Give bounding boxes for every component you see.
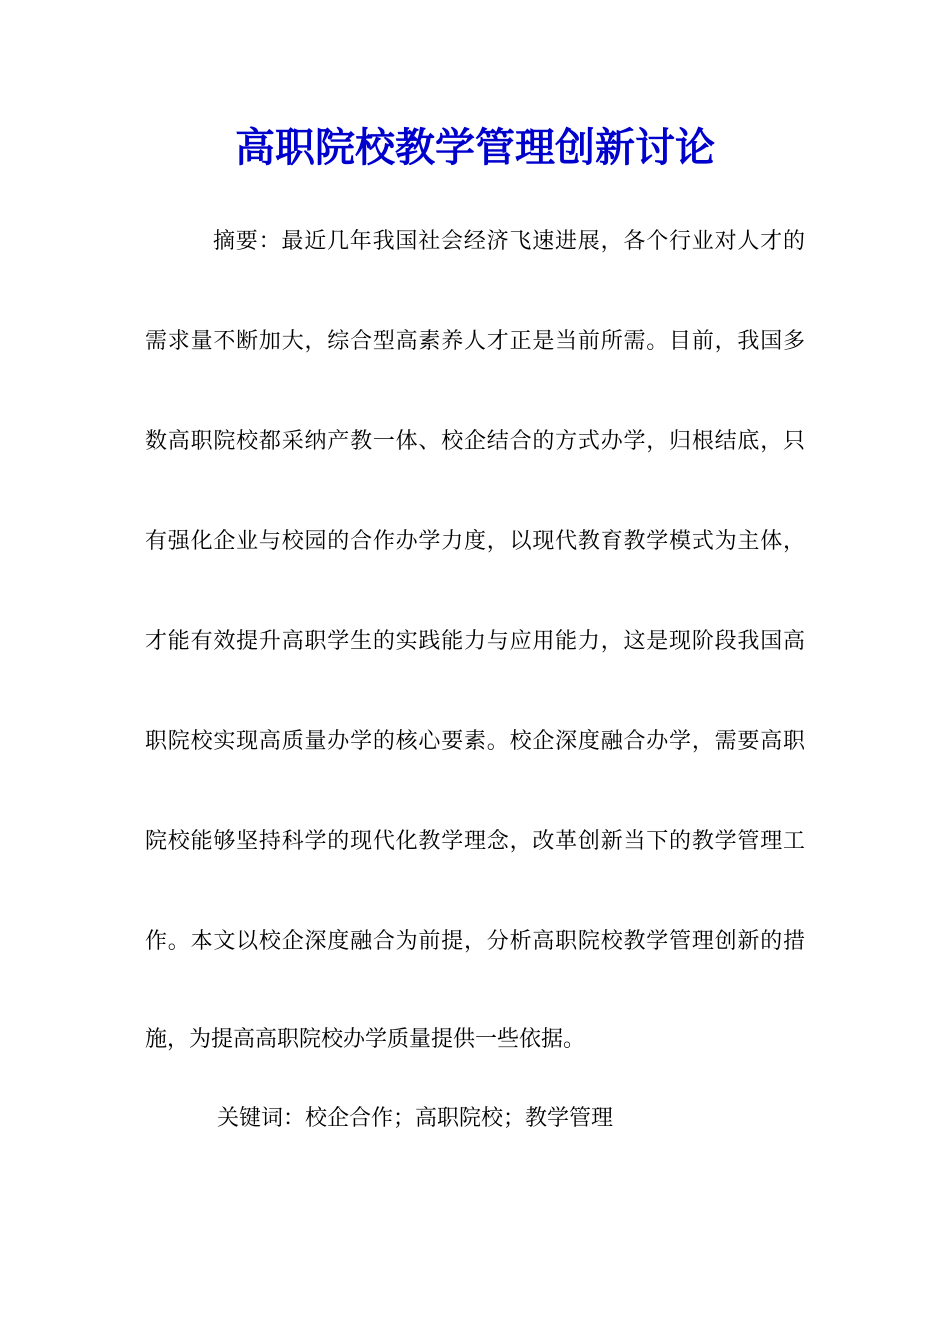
- document-title: 高职院校教学管理创新讨论: [235, 124, 715, 171]
- abstract-line-2: 需求量不断加大，综合型高素养人才正是当前所需。目前，我国多: [145, 329, 805, 354]
- keywords-line: 关键词：校企合作；高职院校；教学管理: [217, 1106, 614, 1131]
- abstract-line-5: 才能有效提升高职学生的实践能力与应用能力，这是现阶段我国高: [145, 629, 805, 654]
- abstract-line-3: 数高职院校都采纳产教一体、校企结合的方式办学，归根结底，只: [145, 429, 805, 454]
- abstract-line-9: 施，为提高高职院校办学质量提供一些依据。: [145, 1027, 586, 1052]
- abstract-line-6: 职院校实现高质量办学的核心要素。校企深度融合办学，需要高职: [145, 729, 805, 754]
- abstract-line-8: 作。本文以校企深度融合为前提，分析高职院校教学管理创新的措: [145, 929, 805, 954]
- abstract-line-7: 院校能够坚持科学的现代化教学理念，改革创新当下的教学管理工: [145, 829, 805, 854]
- abstract-line-1: 摘要：最近几年我国社会经济飞速进展，各个行业对人才的: [213, 229, 805, 254]
- abstract-line-4: 有强化企业与校园的合作办学力度，以现代教育教学模式为主体，: [145, 529, 805, 554]
